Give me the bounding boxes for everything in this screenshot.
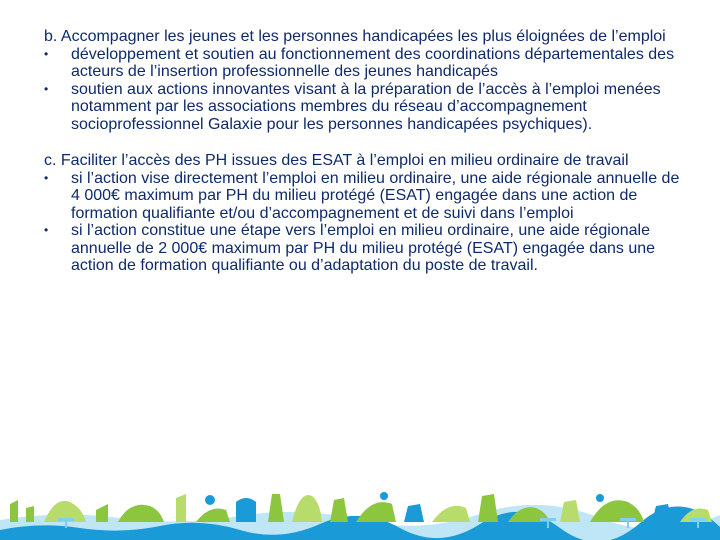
bullet-list — [44, 170, 684, 275]
section-heading: c. Faciliter l’accès des PH issues des ESAT à l’emploi en milieu ordinaire de travail — [44, 152, 629, 169]
section-c — [44, 152, 684, 275]
bullet-list — [44, 46, 684, 134]
bullet-item — [44, 222, 684, 275]
bullet-text: si l’action constitue une étape vers l’emploi en milieu ordinaire, une aide régionale annuelle de 2 000€ maximum par PH du milieu protégé (ESAT) engagée dans une action de formation qualifiante ou d’adaptation du poste de travail. — [71, 222, 656, 274]
bullet-marker: • — [44, 170, 49, 185]
bullet-marker: • — [44, 46, 49, 61]
bullet-item — [44, 46, 684, 81]
section-b — [44, 28, 684, 133]
bullet-marker: • — [44, 81, 49, 96]
bullet-text: soutien aux actions innovantes visant à la préparation de l’accès à l’emploi menées notamment par les associations membres du réseau d’accompagnement socioprofessionnel Galaxie pour les personnes handicapées psychiques). — [71, 80, 661, 133]
bullet-text: si l’action vise directement l’emploi en milieu ordinaire, une aide régionale annuelle de 4 000€ maximum par PH du milieu protégé (ESAT) engagée dans une action de formation qualifiante et/ou d’accompagnement et de suivi dans l’emploi — [71, 169, 680, 222]
bullet-item — [44, 81, 684, 134]
bullet-marker: • — [44, 223, 49, 237]
slide-content — [44, 28, 684, 275]
section-heading: b. Accompagner les jeunes et les personnes handicapées les plus éloignées de l’emploi — [44, 28, 666, 45]
bullet-text: développement et soutien au fonctionnement des coordinations départementales des acteurs de l’insertion professionnelle des jeunes handicapés — [71, 45, 675, 80]
bullet-item — [44, 170, 684, 223]
landscape-illustration — [0, 460, 720, 540]
